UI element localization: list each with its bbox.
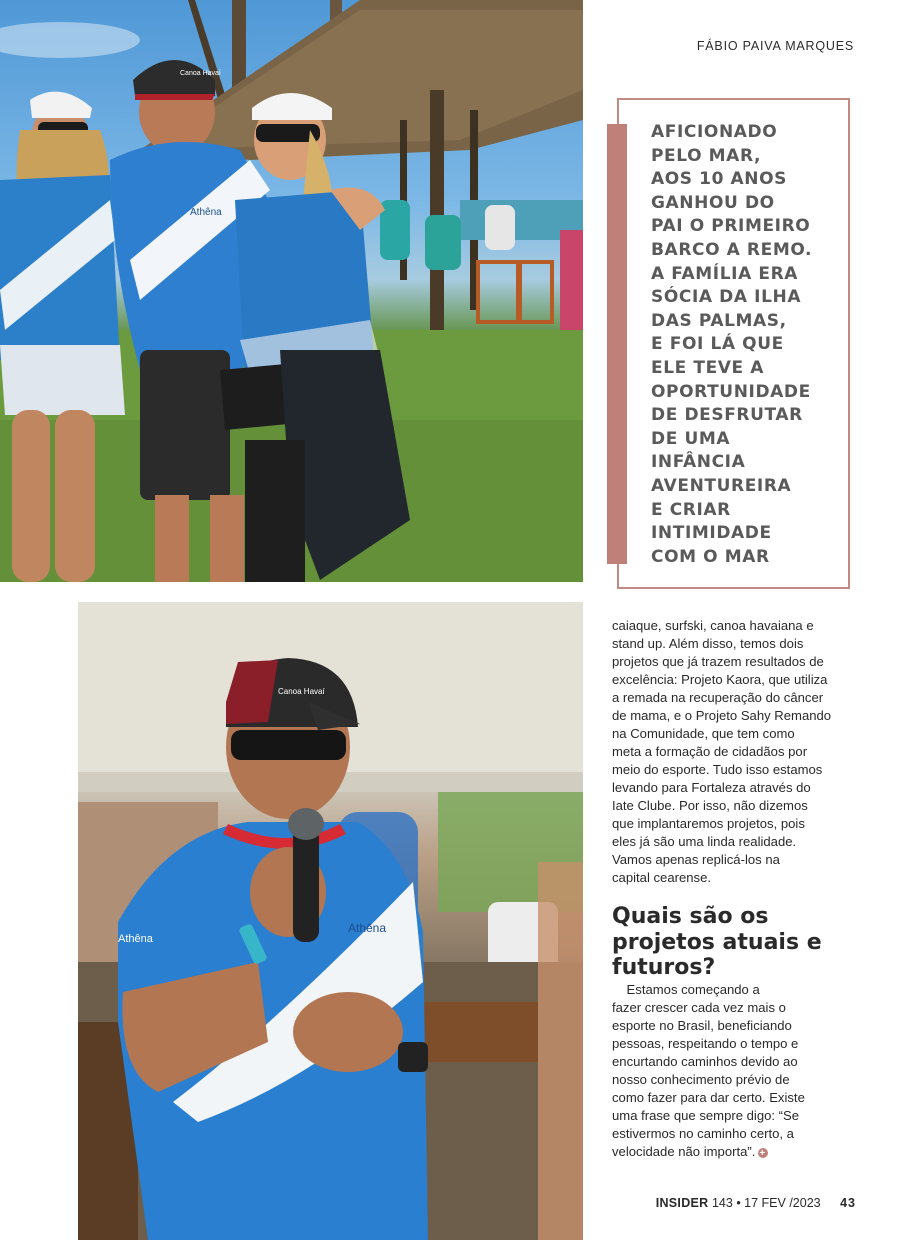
page-number: 43 bbox=[840, 1196, 856, 1210]
section-heading bbox=[612, 904, 822, 981]
pull-quote-line: GANHOU DO bbox=[651, 192, 775, 213]
pull-quote-line: BARCO A REMO. bbox=[651, 239, 813, 260]
body-line: meio do esporte. Tudo isso estamos bbox=[612, 762, 823, 777]
body-line: esporte no Brasil, beneficiando bbox=[612, 1018, 792, 1033]
pull-quote-line: AVENTUREIRA bbox=[651, 475, 792, 496]
cap-logo-text: Canoa Havaí bbox=[278, 687, 325, 696]
heading-line: projetos atuais e bbox=[612, 929, 822, 955]
body-line: eles já são uma linda realidade. bbox=[612, 834, 797, 849]
page-footer bbox=[656, 1196, 856, 1210]
body-line: caiaque, surfski, canoa havaiana e bbox=[612, 618, 814, 633]
magazine-name: INSIDER bbox=[655, 1196, 709, 1210]
shirt-brand-text: Athêna bbox=[190, 207, 222, 218]
pull-quote-line: E FOI LÁ QUE bbox=[651, 334, 784, 355]
body-line: stand up. Além disso, temos dois bbox=[612, 636, 804, 651]
cap-text: Canoa Havaí bbox=[180, 70, 221, 77]
body-line: meta a formação de cidadãos por bbox=[612, 744, 808, 759]
body-line: a remada na recuperação do câncer bbox=[612, 690, 824, 705]
body-line: Vamos apenas replicá-los na bbox=[612, 852, 780, 867]
body-line: uma frase que sempre digo: “Se bbox=[612, 1108, 800, 1123]
body-line: excelência: Projeto Kaora, que utiliza bbox=[612, 672, 828, 687]
heading-line: Quais são os bbox=[612, 904, 769, 929]
pull-quote bbox=[651, 121, 841, 569]
body-line: Estamos começando a bbox=[612, 982, 760, 997]
article-paragraph-2 bbox=[612, 981, 858, 1161]
pull-quote-line: DE DESFRUTAR bbox=[651, 405, 803, 426]
pull-quote-line: DAS PALMAS, bbox=[651, 310, 787, 331]
pull-quote-line: INFÂNCIA bbox=[651, 452, 746, 473]
body-line: pessoas, respeitando o tempo e bbox=[612, 1036, 799, 1051]
pull-quote-line: INTIMIDADE bbox=[651, 523, 772, 544]
pull-quote-line: DE UMA bbox=[651, 428, 731, 449]
photo-group-beach bbox=[0, 0, 583, 582]
photo-speaker-illustration bbox=[78, 602, 583, 1240]
body-line: fazer crescer cada vez mais o bbox=[612, 1000, 786, 1015]
body-line-last bbox=[612, 1143, 858, 1161]
sleeve-logo-text: Athêna bbox=[118, 933, 153, 945]
body-line: projetos que já trazem resultados de bbox=[612, 654, 824, 669]
photo-group-illustration bbox=[0, 0, 583, 582]
pull-quote-line: PAI O PRIMEIRO bbox=[651, 216, 811, 237]
body-line: Iate Clube. Por isso, não dizemos bbox=[612, 798, 808, 813]
body-line: capital cearense. bbox=[612, 870, 711, 885]
pull-quote-line: AFICIONADO bbox=[651, 122, 778, 142]
body-line: de mama, e o Projeto Sahy Remando bbox=[612, 708, 832, 723]
pull-quote-line: OPORTUNIDADE bbox=[651, 381, 811, 402]
heading-line: futuros? bbox=[612, 955, 716, 980]
pull-quote-line: E CRIAR bbox=[651, 499, 731, 520]
body-line: que implantaremos projetos, pois bbox=[612, 816, 805, 831]
end-of-article-icon bbox=[758, 1148, 768, 1158]
pull-quote-line: COM O MAR bbox=[651, 546, 770, 567]
pull-quote-line: A FAMÍLIA ERA bbox=[651, 263, 799, 284]
body-line: encurtando caminhos devido ao bbox=[612, 1054, 798, 1069]
byline: FÁBIO PAIVA MARQUES bbox=[696, 39, 854, 53]
pull-quote-line: ELE TEVE A bbox=[651, 357, 765, 378]
body-line: estivermos no caminho certo, a bbox=[612, 1126, 794, 1141]
body-line-text: velocidade não importa”. bbox=[612, 1144, 756, 1159]
article-paragraph-1 bbox=[612, 617, 858, 887]
pull-quote-line: PELO MAR, bbox=[651, 145, 762, 166]
body-line: como fazer para dar certo. Existe bbox=[612, 1090, 805, 1105]
issue-date: 143 • 17 FEV /2023 bbox=[711, 1196, 821, 1210]
body-line: na Comunidade, que tem como bbox=[612, 726, 795, 741]
body-line: nosso conhecimento prévio de bbox=[612, 1072, 790, 1087]
pull-quote-accent-bar bbox=[607, 124, 627, 564]
body-line: levando para Fortaleza através do bbox=[612, 780, 811, 795]
photo-speaker-microphone bbox=[78, 602, 583, 1240]
pull-quote-line: SÓCIA DA ILHA bbox=[651, 287, 802, 308]
shirt-logo-text: Athêna bbox=[348, 921, 387, 935]
pull-quote-line: AOS 10 ANOS bbox=[651, 169, 788, 190]
